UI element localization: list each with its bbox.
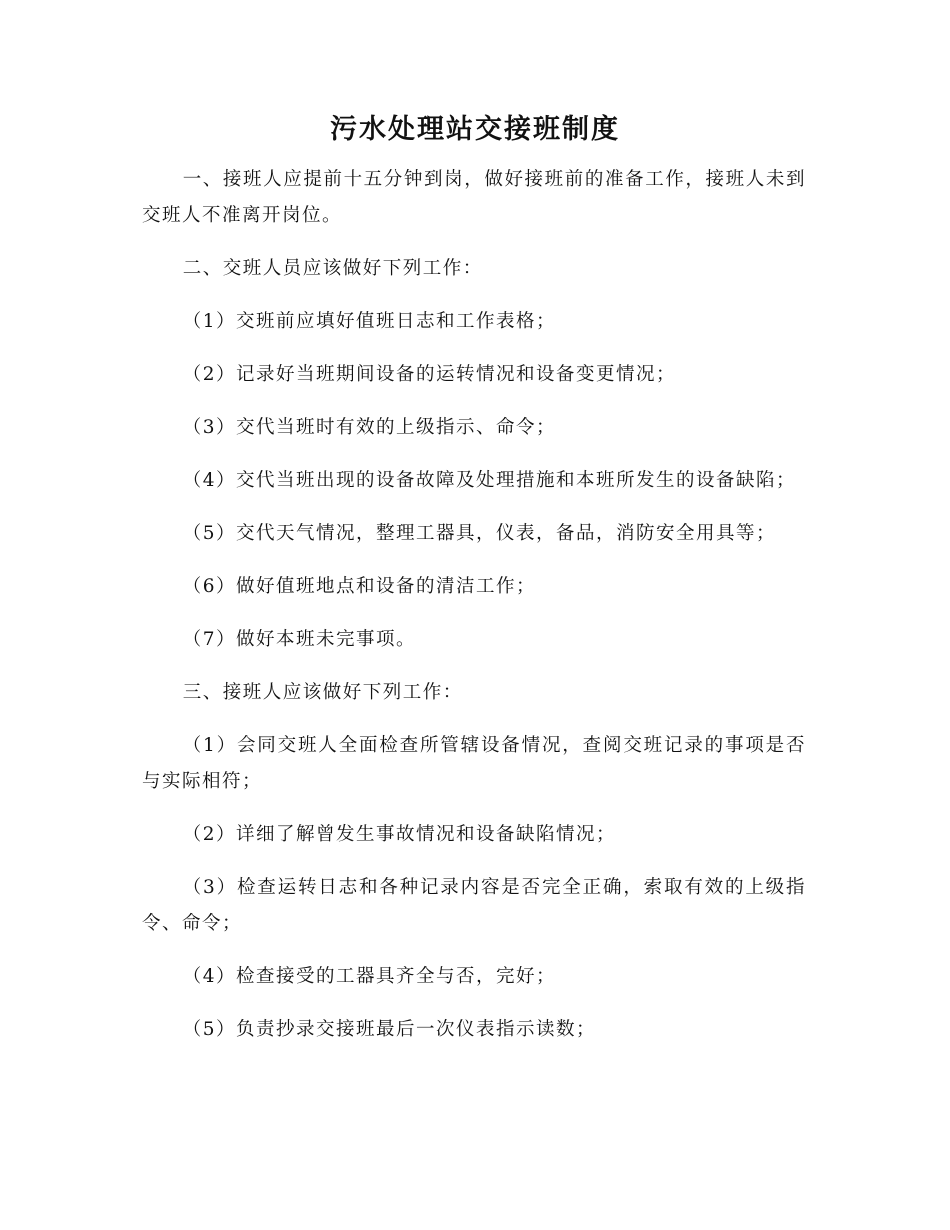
document-body	[142, 162, 806, 1065]
paragraph-5: （3）交代当班时有效的上级指示、命令；	[182, 417, 556, 438]
paragraph-12: （2）详细了解曾发生事故情况和设备缺陷情况；	[182, 824, 616, 845]
paragraph-15: （5）负责抄录交接班最后一次仪表指示读数；	[182, 1019, 596, 1040]
paragraph-1: 一、接班人应提前十五分钟到岗，做好接班前的准备工作，接班人未到交班人不准离开岗位。	[142, 169, 806, 226]
paragraph-13: （3）检查运转日志和各种记录内容是否完全正确，索取有效的上级指令、命令；	[142, 877, 806, 934]
paragraph-14: （4）检查接受的工器具齐全与否，完好；	[182, 966, 556, 987]
paragraph-2: 二、交班人员应该做好下列工作：	[182, 258, 483, 279]
paragraph-6: （4）交代当班出现的设备故障及处理措施和本班所发生的设备缺陷；	[182, 470, 796, 491]
document-title: 污水处理站交接班制度	[330, 114, 620, 145]
paragraph-4: （2）记录好当班期间设备的运转情况和设备变更情况；	[182, 364, 676, 385]
paragraph-7: （5）交代天气情况，整理工器具，仪表，备品，消防安全用具等；	[182, 523, 776, 544]
paragraph-11: （1）会同交班人全面检查所管辖设备情况，查阅交班记录的事项是否与实际相符；	[142, 735, 806, 792]
paragraph-10: 三、接班人应该做好下列工作：	[182, 682, 463, 703]
paragraph-3: （1）交班前应填好值班日志和工作表格；	[182, 311, 556, 332]
paragraph-8: （6）做好值班地点和设备的清洁工作；	[182, 576, 536, 597]
paragraph-9: （7）做好本班未完事项。	[182, 629, 416, 650]
